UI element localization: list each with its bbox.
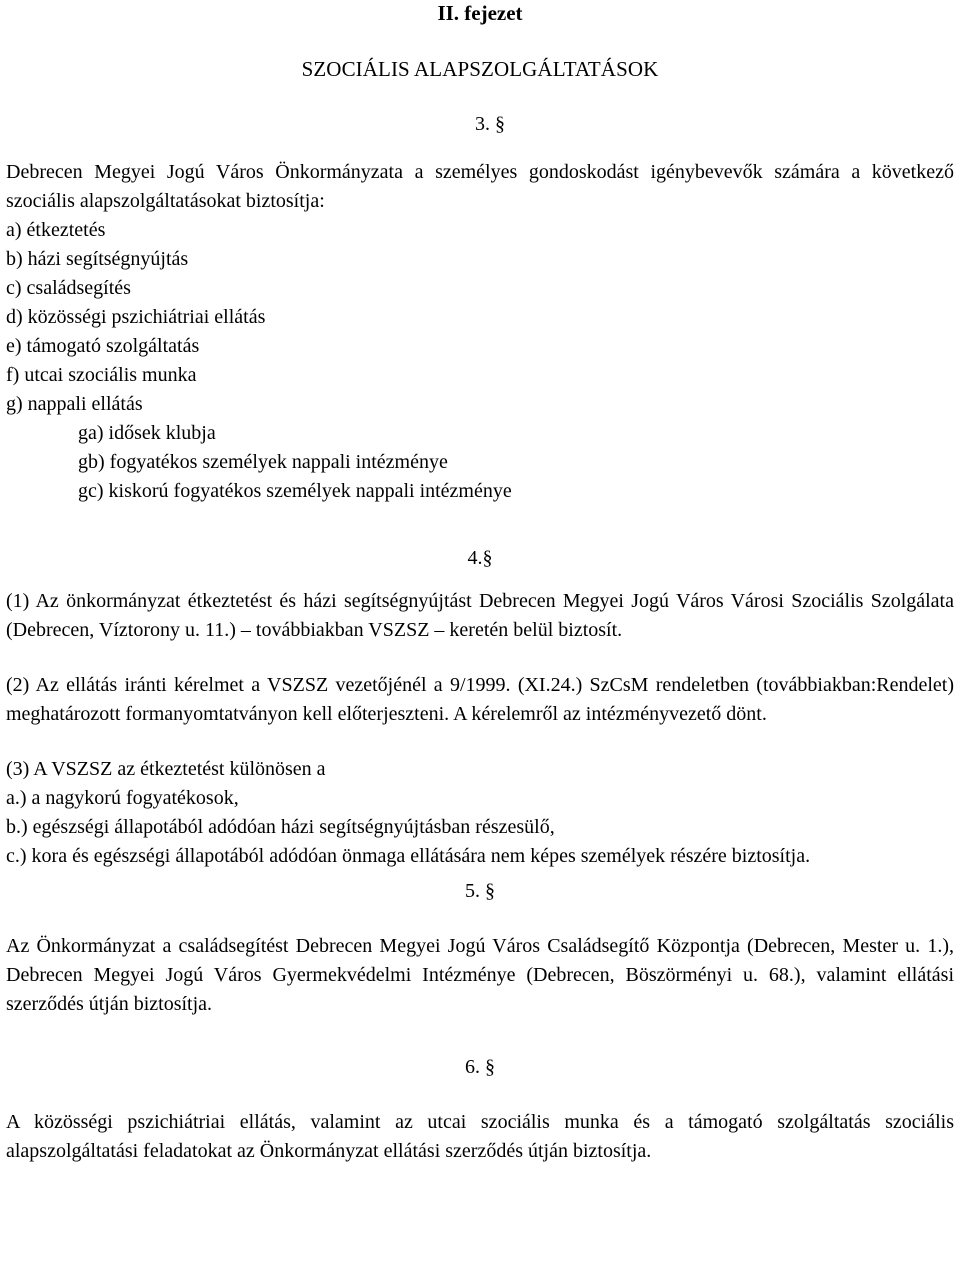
document-page xyxy=(6,0,954,1166)
sec4-subsection-3-item: b.) egészségi állapotából adódóan házi segítségnyújtásban részesülő, xyxy=(6,816,555,838)
paragraph-number: 3. xyxy=(475,113,490,135)
list-item: c) családsegítés xyxy=(6,277,131,299)
section-sign: § xyxy=(485,1056,495,1078)
list-item: d) közösségi pszichiátriai ellátás xyxy=(6,306,266,328)
sec4-subsection-3-item: c.) kora és egészségi állapotából adódóan önmaga ellátására nem képes személyek részére biztosítja. xyxy=(6,845,811,867)
section-title: SZOCIÁLIS ALAPSZOLGÁLTATÁSOK xyxy=(301,57,659,81)
section-sign: § xyxy=(495,113,505,135)
sec4-subsection-1: (1) Az önkormányzat étkeztetést és házi segítségnyújtást Debrecen Megyei Jogú Város Városi Szociális Szolgálata (Debrecen, Víztorony u. 11.) – továbbiakban VSZSZ – keretén belül biztosít. xyxy=(6,590,954,641)
sublist-item: gb) fogyatékos személyek nappali intézménye xyxy=(78,451,448,473)
list-item: a) étkeztetés xyxy=(6,219,106,241)
list-item: f) utcai szociális munka xyxy=(6,364,197,386)
sec3-intro: Debrecen Megyei Jogú Város Önkormányzata a személyes gondoskodást igénybevevők számára a következő szociális alapszolgáltatásokat biztosítja: xyxy=(6,161,954,212)
sec4-subsection-2: (2) Az ellátás iránti kérelmet a VSZSZ vezetőjénél a 9/1999. (XI.24.) SzCsM rendeletben (továbbiakban:Rendelet) meghatározott formanyomtatványon kell előterjeszteni. A kérelemről az intézményvezető dönt. xyxy=(6,674,954,725)
list-item: g) nappali ellátás xyxy=(6,393,143,415)
day-care-sublist xyxy=(6,419,954,506)
chapter-heading: II. fejezet xyxy=(437,1,523,25)
paragraph-number: 6. xyxy=(465,1056,480,1078)
section-sign: § xyxy=(482,547,493,569)
paragraph-number: 5. xyxy=(465,880,480,902)
paragraph-number-4 xyxy=(6,544,954,573)
sec4-subsection-3-head: (3) A VSZSZ az étkeztetést különösen a xyxy=(6,758,326,780)
section-sign: § xyxy=(485,880,495,902)
list-item: e) támogató szolgáltatás xyxy=(6,335,200,357)
sec5-text: Az Önkormányzat a családsegítést Debrecen Megyei Jogú Város Családsegítő Központja (Debrecen, Mester u. 1.), Debrecen Megyei Jogú Város Gyermekvédelmi Intézménye (Debrecen, Böszörményi u. 68.), valamint ellátási szerződés útján biztosítja. xyxy=(6,935,954,1015)
sec4-subsection-3-item: a.) a nagykorú fogyatékosok, xyxy=(6,787,239,809)
sublist-item: gc) kiskorú fogyatékos személyek nappali intézménye xyxy=(78,480,512,502)
paragraph-number: 4. xyxy=(467,547,483,569)
paragraph-number-6 xyxy=(6,1053,954,1082)
list-item: b) házi segítségnyújtás xyxy=(6,248,189,270)
paragraph-number-3 xyxy=(6,110,954,139)
paragraph-number-5 xyxy=(6,877,954,906)
sec6-text: A közösségi pszichiátriai ellátás, valamint az utcai szociális munka és a támogató szolgáltatás szociális alapszolgáltatási feladatokat az Önkormányzat ellátási szerződés útján biztosítja. xyxy=(6,1111,954,1162)
service-list xyxy=(6,216,954,419)
sublist-item: ga) idősek klubja xyxy=(78,422,216,444)
